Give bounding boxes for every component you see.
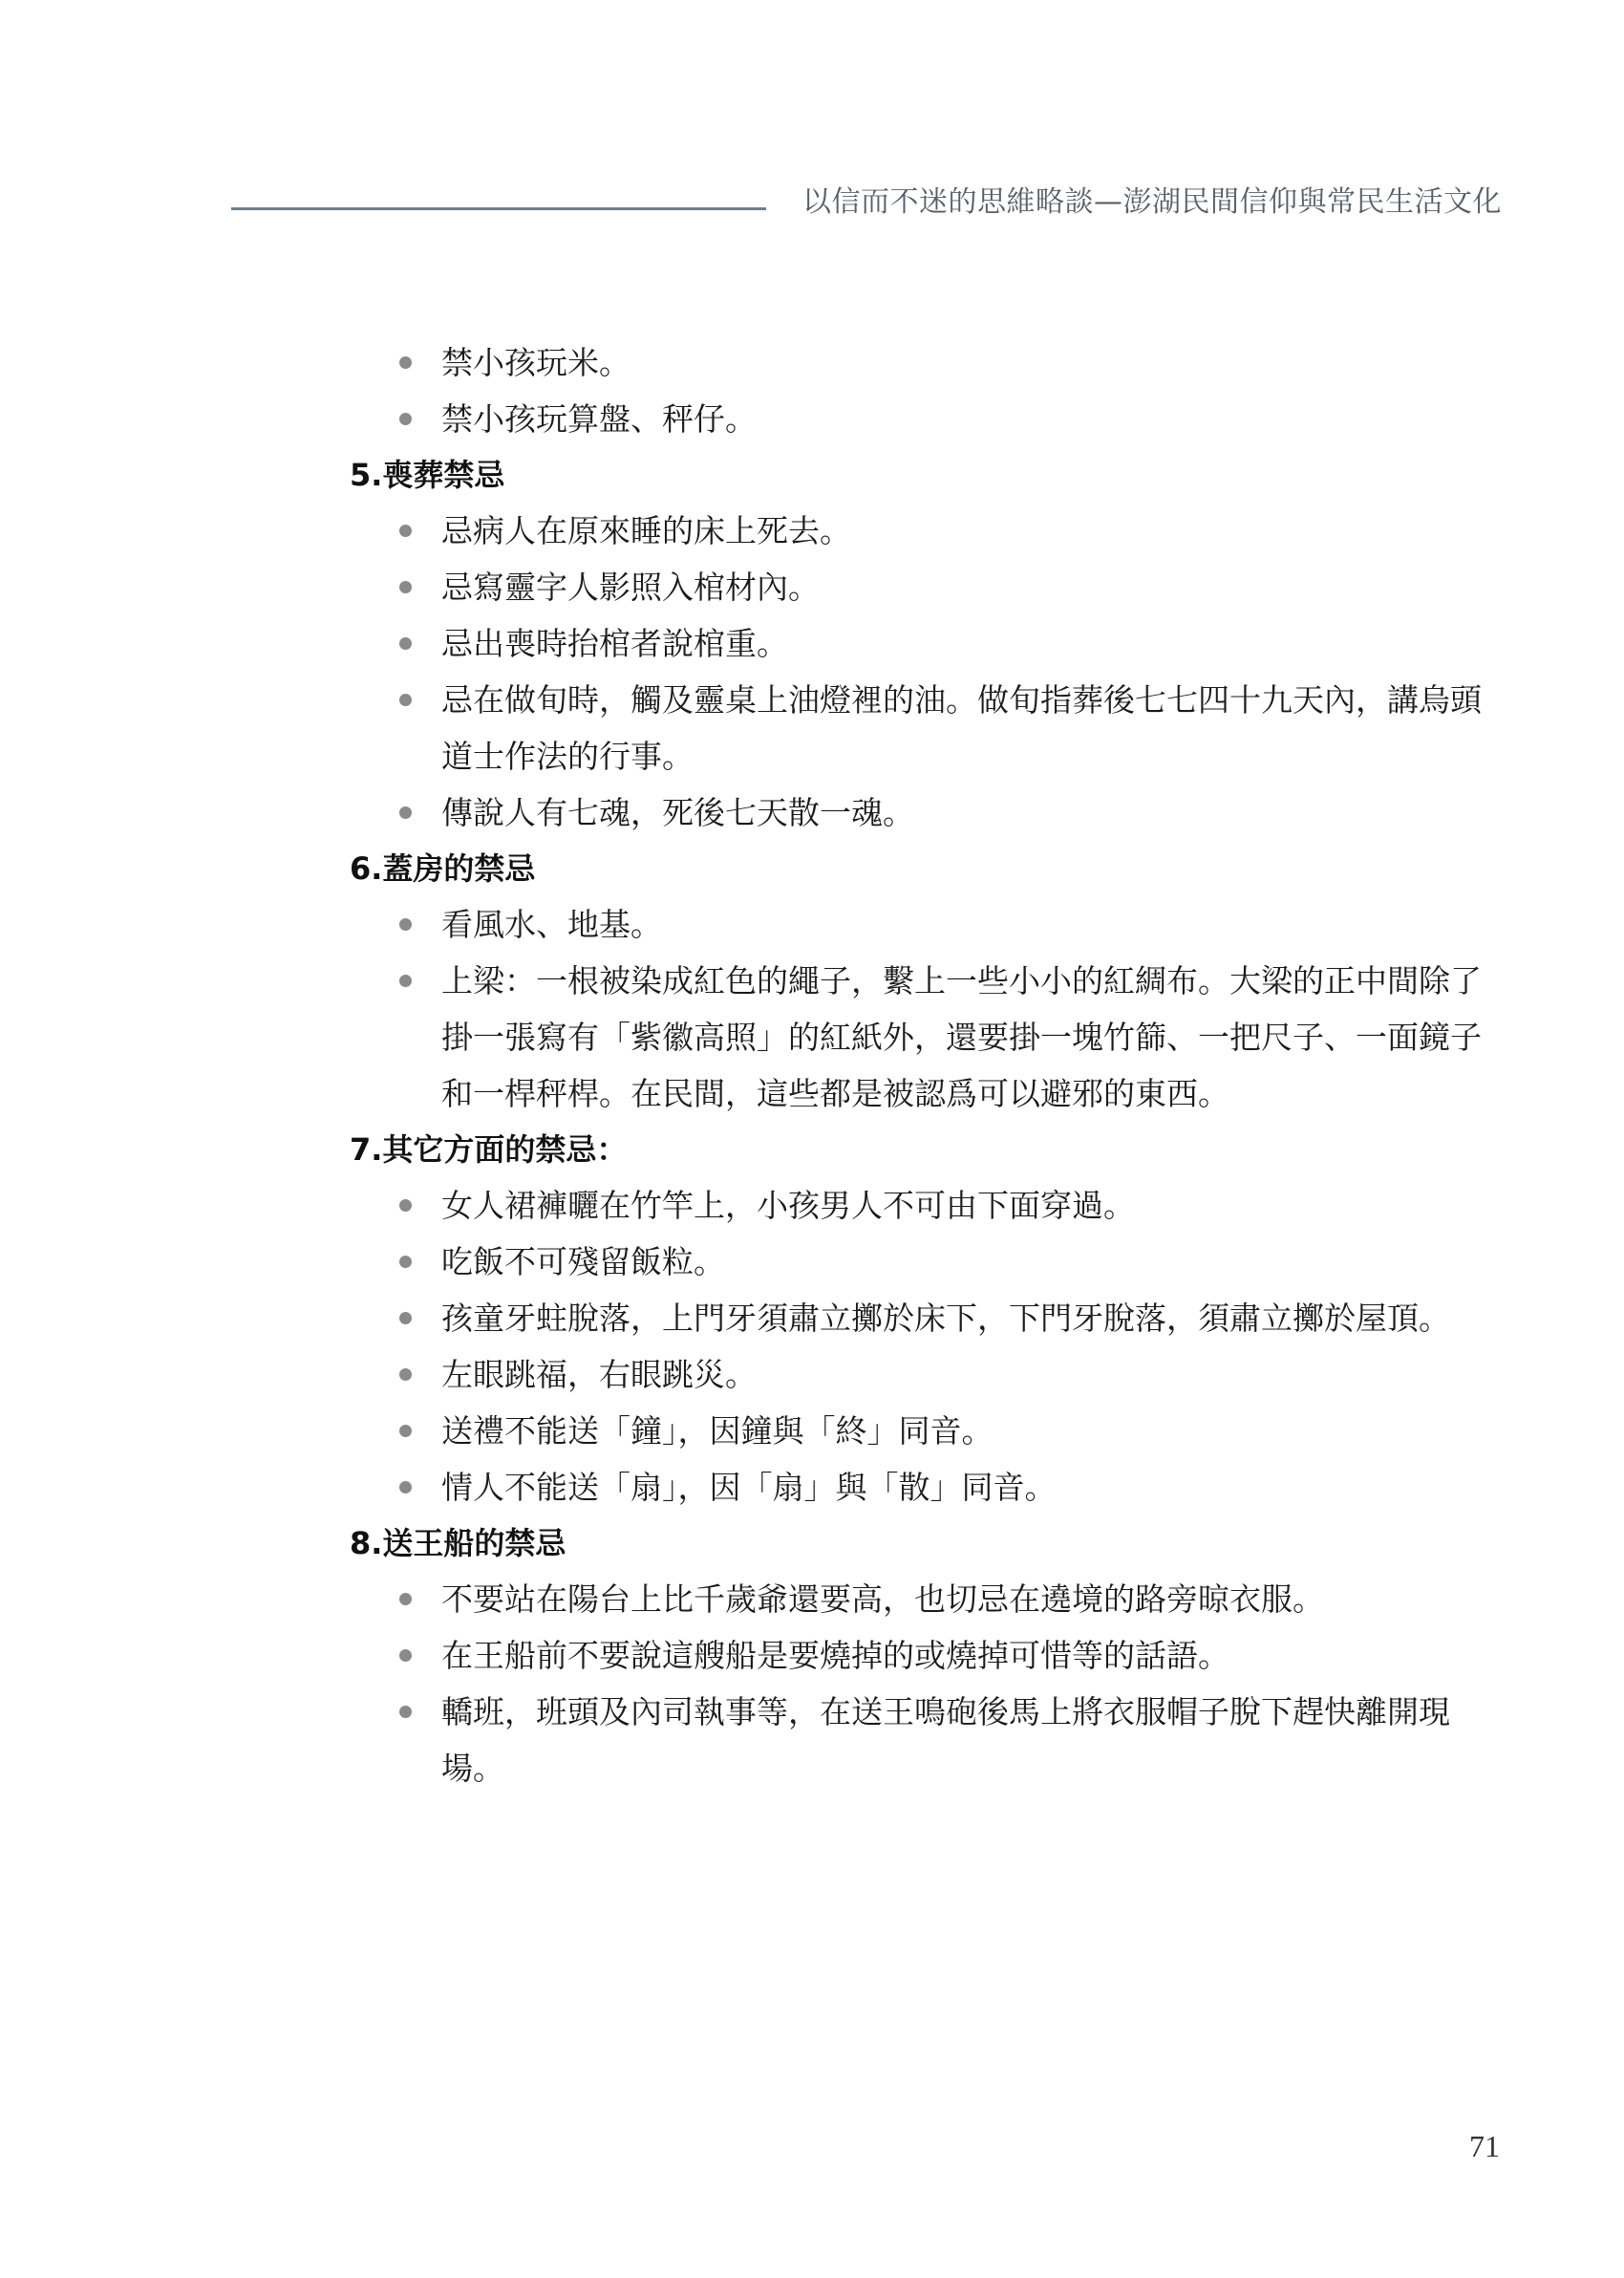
bullet-dot-icon [399,1425,412,1437]
list-item-text: 忌在做旬時，觸及靈桌上油燈裡的油。做旬指葬後七七四十九天內，講烏頭道士作法的行事。 [441,681,1482,775]
list-item [350,953,1496,1122]
bullet-dot-icon [399,413,412,425]
bullet-dot-icon [399,356,412,369]
list-item-text: 忌寫靈字人影照入棺材內。 [441,569,820,606]
list-item-text: 情人不能送「扇」，因「扇」與「散」同音。 [441,1469,1057,1506]
list-item [350,1177,1496,1234]
list-item [350,1403,1496,1459]
bullet-dot-icon [399,1649,412,1662]
bullet-dot-icon [399,1593,412,1605]
list-item-text: 禁小孩玩算盤、秤仔。 [441,400,757,438]
bullet-dot-icon [399,1199,412,1212]
section-heading: 6.蓋房的禁忌 [350,850,536,887]
list-item-text: 在王船前不要說這艘船是要燒掉的或燒掉可惜等的話語。 [441,1637,1229,1674]
bullet-list [350,1571,1496,1796]
list-item [350,334,1496,391]
list-item [350,784,1496,841]
list-item-text: 不要站在陽台上比千歲爺還要高，也切忌在遶境的路旁晾衣服。 [441,1580,1324,1618]
bullet-dot-icon [399,975,412,987]
bullet-dot-icon [399,1368,412,1381]
bullet-dot-icon [399,1256,412,1268]
bullet-list [350,1177,1496,1515]
list-item [350,503,1496,559]
list-item-text: 看風水、地基。 [441,906,662,943]
running-header-title: 以信而不迷的思維略談—澎湖民間信仰與常民生活文化 [802,185,1502,219]
section-heading: 5.喪葬禁忌 [350,457,505,493]
list-item-text: 孩童牙蛀脫落，上門牙須肅立擲於床下，下門牙脫落，須肅立擲於屋頂。 [441,1300,1450,1337]
list-item-text: 轎班，班頭及內司執事等，在送王鳴砲後馬上將衣服帽子脫下趕快離開現場。 [441,1693,1450,1787]
list-item [350,391,1496,447]
bullet-dot-icon [399,918,412,931]
list-item-text: 左眼跳福，右眼跳災。 [441,1356,757,1393]
list-item [350,559,1496,615]
bullet-dot-icon [399,1481,412,1494]
bullet-dot-icon [399,694,412,706]
list-item-text: 忌出喪時抬棺者說棺重。 [441,625,788,662]
section-heading: 8.送王船的禁忌 [350,1525,566,1561]
bullet-list [350,503,1496,841]
list-item-text: 吃飯不可殘留飯粒。 [441,1243,725,1280]
list-item-text: 女人裙褲曬在竹竿上，小孩男人不可由下面穿過。 [441,1187,1135,1224]
list-item [350,672,1496,784]
header-rule [231,207,766,210]
list-item [350,896,1496,953]
list-item [350,1346,1496,1403]
list-item-text: 上梁：一根被染成紅色的繩子，繫上一些小小的紅綢布。大梁的正中間除了掛一張寫有「紫徽高照」的紅紙外，還要掛一塊竹篩、一把尺子、一面鏡子和一桿秤桿。在民間，這些都是被認爲可以避邪的東西。 [441,962,1482,1112]
list-item [350,1684,1496,1796]
list-item-text: 忌病人在原來睡的床上死去。 [441,512,851,549]
page-content [350,334,1496,1796]
bullet-dot-icon [399,581,412,593]
list-item [350,1234,1496,1290]
bullet-dot-icon [399,637,412,650]
list-item [350,1290,1496,1346]
section-heading: 7.其它方面的禁忌： [350,1131,628,1168]
bullet-dot-icon [399,1706,412,1718]
bullet-list [350,896,1496,1122]
bullet-dot-icon [399,806,412,819]
list-item [350,615,1496,672]
list-item [350,1571,1496,1627]
list-item-text: 傳說人有七魂，死後七天散一魂。 [441,794,914,831]
bullet-dot-icon [399,525,412,537]
list-item-text: 送禮不能送「鐘」，因鐘與「終」同音。 [441,1412,994,1450]
list-item-text: 禁小孩玩米。 [441,344,630,381]
list-item [350,1627,1496,1684]
bullet-dot-icon [399,1312,412,1324]
bullet-list [350,334,1496,447]
page-number: 71 [1469,2129,1500,2163]
list-item [350,1459,1496,1515]
